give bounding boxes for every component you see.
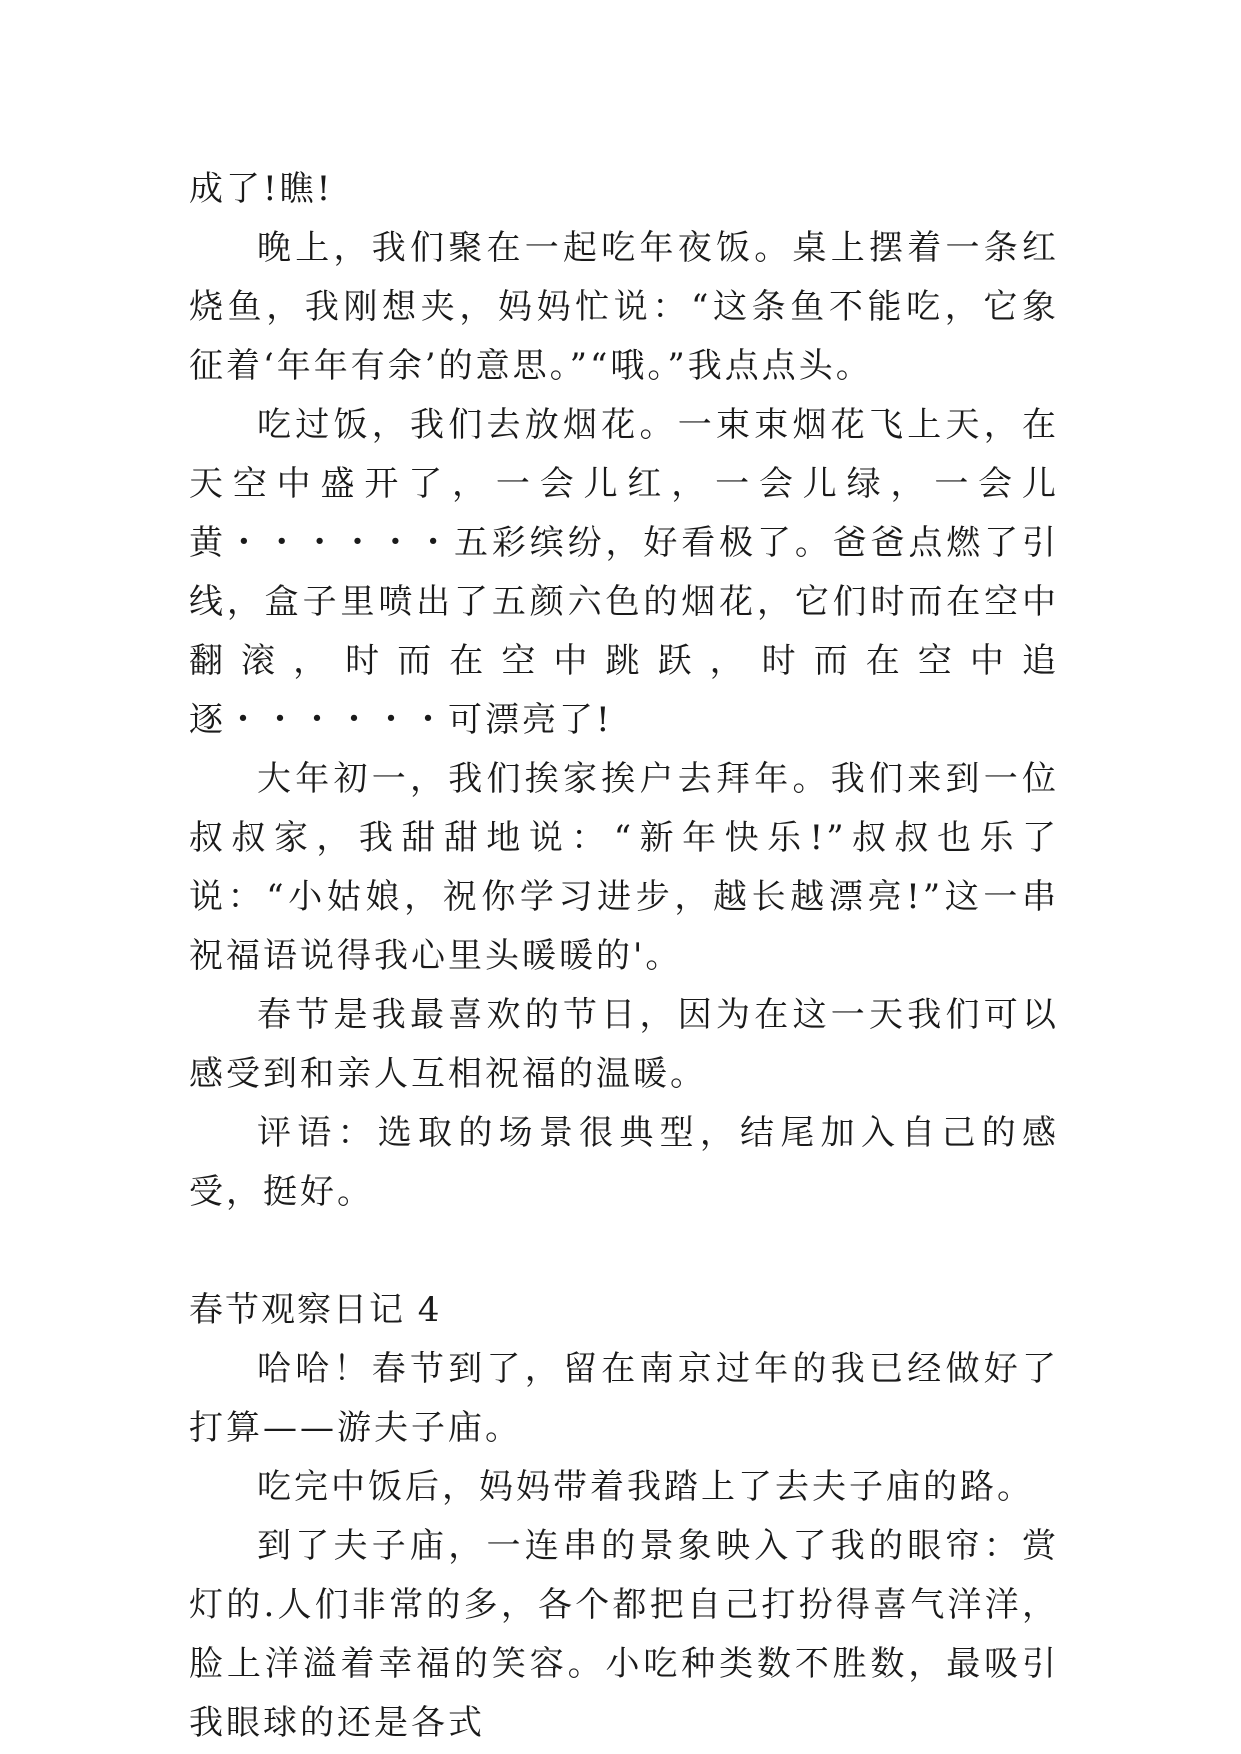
paragraph: 哈哈！春节到了，留在南京过年的我已经做好了打算——游夫子庙。 — [189, 1349, 1059, 1448]
paragraph: 大年初一，我们挨家挨户去拜年。我们来到一位叔叔家，我甜甜地说：“新年快乐!”叔叔也乐了说：“小姑娘，祝你学习进步，越长越漂亮!”这一串祝福语说得我心里头暖暖的'。 — [189, 759, 1059, 976]
paragraph: 到了夫子庙，一连串的景象映入了我的眼帘：赏灯的.人们非常的多，各个都把自己打扮得喜气洋洋，脸上洋溢着幸福的笑容。小吃种类数不胜数，最吸引我眼球的还是各式 — [189, 1526, 1059, 1743]
comment-paragraph: 评语：选取的场景很典型，结尾加入自己的感受，挺好。 — [189, 1113, 1059, 1212]
paragraph: 春节是我最喜欢的节日，因为在这一天我们可以感受到和亲人互相祝福的温暖。 — [189, 995, 1059, 1094]
document-body — [189, 160, 1059, 1753]
paragraph: 成了!瞧! — [189, 169, 334, 209]
paragraph: 晚上，我们聚在一起吃年夜饭。桌上摆着一条红烧鱼，我刚想夹，妈妈忙说：“这条鱼不能吃，它象征着‘年年有余’的意思。”“哦。”我点点头。 — [189, 228, 1059, 386]
paragraph: 吃过饭，我们去放烟花。一束束烟花飞上天，在天空中盛开了，一会儿红，一会儿绿，一会儿黄・・・・・・五彩缤纷，好看极了。爸爸点燃了引线，盒子里喷出了五颜六色的烟花，它们时而在空中翻滚，时而在空中跳跃，时而在空中追逐・・・・・・可漂亮了! — [189, 405, 1059, 740]
paragraph: 吃完中饭后，妈妈带着我踏上了去夫子庙的路。 — [257, 1467, 1034, 1507]
section-title: 春节观察日记 4 — [189, 1290, 442, 1330]
